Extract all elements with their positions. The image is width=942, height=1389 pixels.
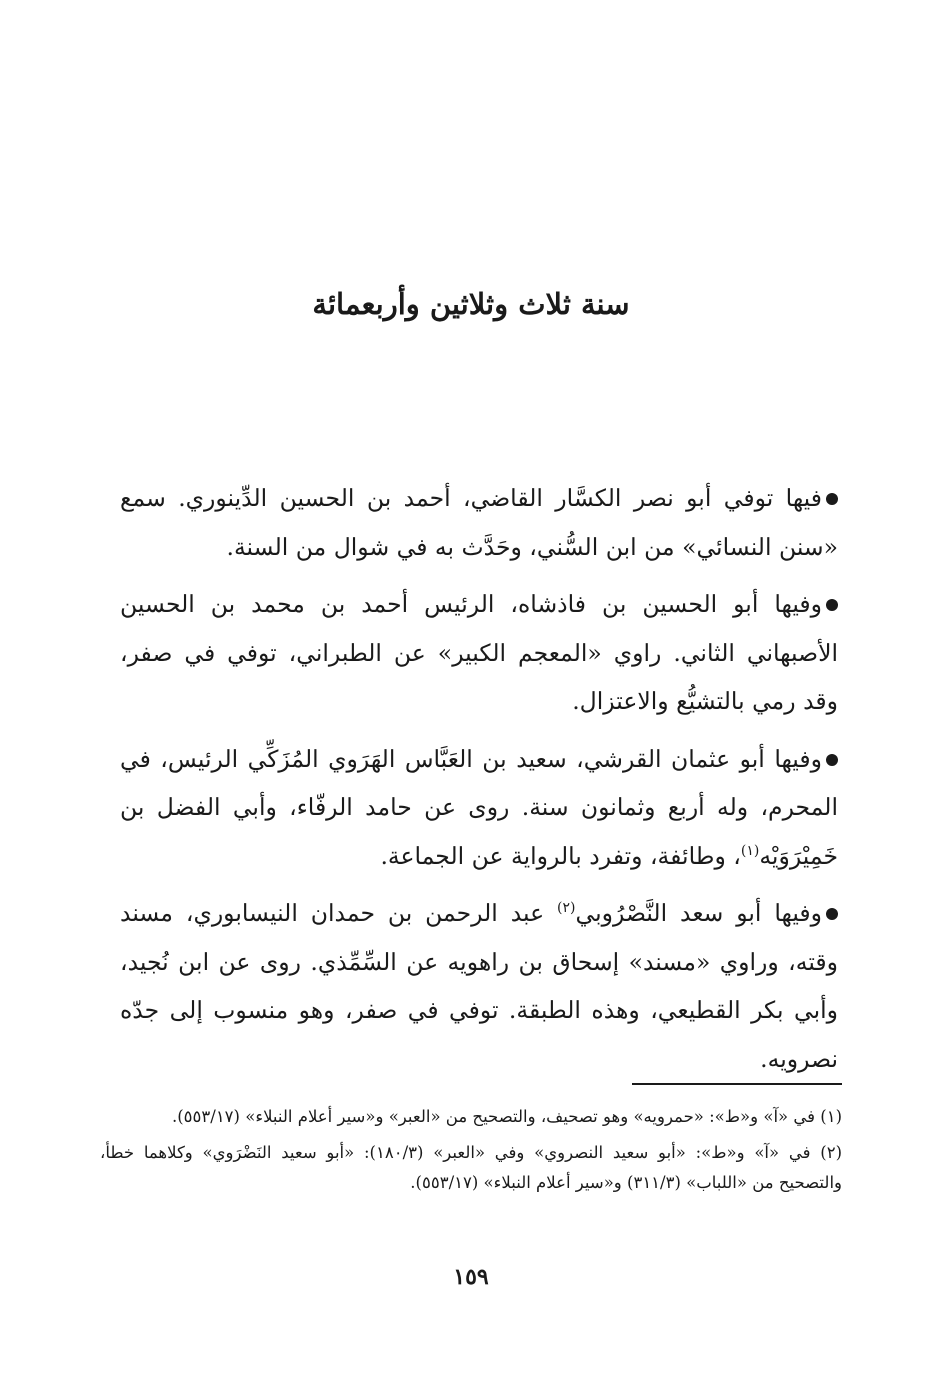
entry-1 — [120, 474, 838, 571]
entry-text: وفيها أبو سعد النَّصْرُوبي — [575, 899, 822, 927]
entry-4 — [120, 889, 838, 1083]
entry-2 — [120, 580, 838, 726]
entry-text: عبد الرحمن بن حمدان النيسابوري، مسند وقته، وراوي «مسند» إسحاق بن راهويه عن السِّمِّذي. روى عن ابن نُجيد، وأبي بكر القطيعي، وهذه الطبقة. توفي في صفر، وهو منسوب إلى جدّه نصرويه. — [120, 899, 838, 1073]
bullet-icon — [826, 754, 838, 766]
entry-text: وفيها أبو الحسين بن فاذشاه، الرئيس أحمد بن محمد بن الحسين الأصبهاني الثاني. راوي «المعجم الكبير» عن الطبراني، توفي في صفر، وقد رمي بالتشيُّع والاعتزال. — [120, 590, 838, 715]
bullet-icon — [826, 599, 838, 611]
bullet-icon — [826, 908, 838, 920]
chapter-title: سنة ثلاث وثلاثين وأربعمائة — [312, 287, 630, 321]
footnote-reference[interactable]: (٢) — [557, 900, 576, 917]
entry-text: وفيها أبو عثمان القرشي، سعيد بن العَبَّاس الهَرَوي المُزَكِّي الرئيس، في المحرم، وله أربع وثمانون سنة. روى عن حامد الرفّاء، وأبي الفضل بن خَمِيْرَوَيْه — [120, 744, 838, 870]
entry-3 — [120, 735, 838, 881]
entry-text: ، وطائفة، وتفرد بالرواية عن الجماعة. — [380, 841, 741, 870]
footnote-separator — [632, 1083, 842, 1085]
entries-list — [120, 474, 838, 1092]
footnote-2: (٢) في «آ» و«ط»: «أبو سعيد النصروي» وفي «العبر» (١٨٠/٣): «أبو سعيد النَضْرَوي» وكلاهما خطأ، والتصحيح من «اللباب» (٣١١/٣) و«سير أعلام النبلاء» (٥٥٣/١٧). — [100, 1143, 842, 1192]
page-number: ١٥٩ — [453, 1264, 489, 1290]
bullet-icon — [826, 493, 838, 505]
footnote-reference[interactable]: (١) — [740, 842, 760, 859]
footnote-1: (١) في «آ» و«ط»: «حمرويه» وهو تصحيف، والتصحيح من «العبر» و«سير أعلام النبلاء» (٥٥٣/١٧). — [171, 1107, 842, 1126]
footnotes — [100, 1102, 842, 1204]
entry-text: فيها توفي أبو نصر الكسَّار القاضي، أحمد بن الحسين الدِّينوري. سمع «سنن النسائي» من ابن السُّني، وحَدَّث به في شوال من السنة. — [120, 484, 838, 561]
